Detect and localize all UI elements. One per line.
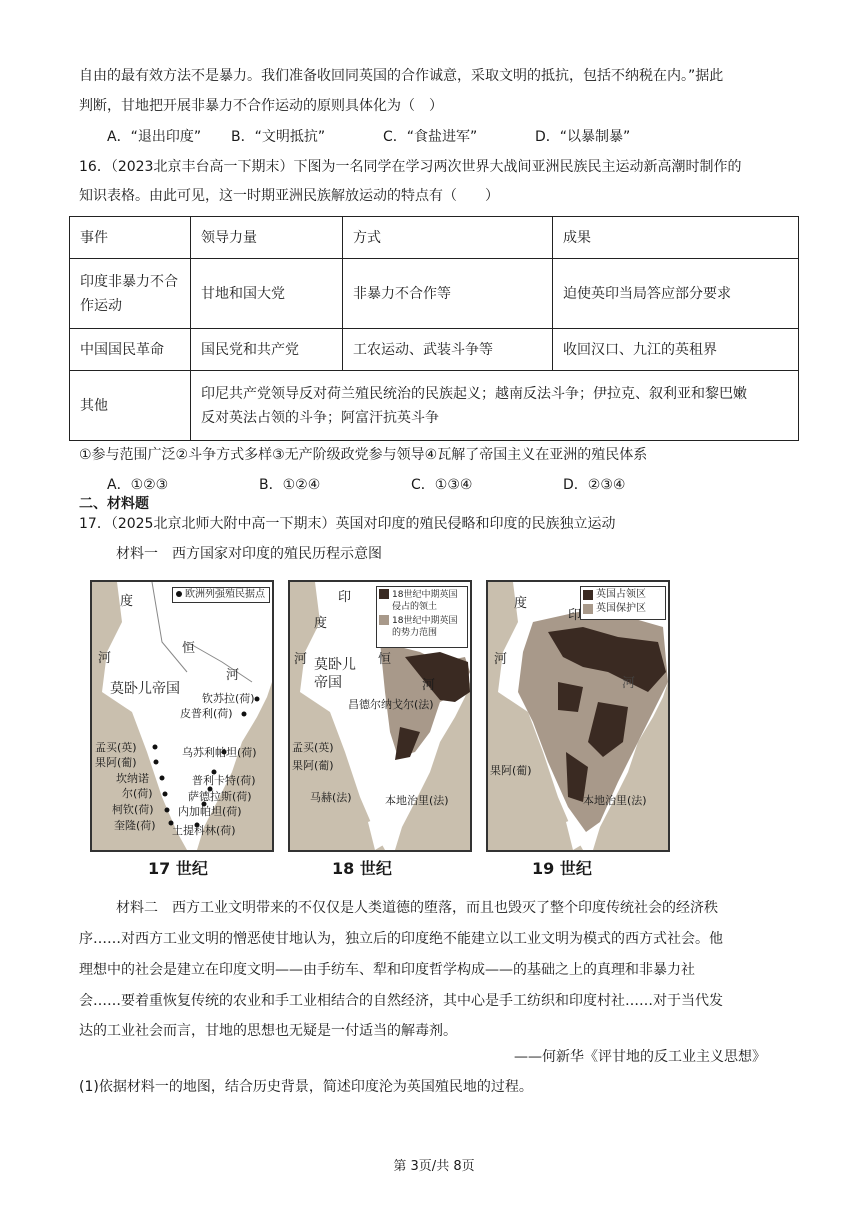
- material1-title: 材料一 西方国家对印度的殖民历程示意图: [116, 546, 382, 562]
- map-caption: 17 世纪: [148, 859, 208, 878]
- knowledge-table: [69, 216, 799, 441]
- map-label: 果阿(葡): [490, 764, 532, 777]
- other-text-2: 反对英法占领的斗争；阿富汗抗英斗争: [201, 409, 439, 426]
- table-row-other: [70, 371, 799, 441]
- table-cell: 甘地和国大党: [191, 259, 343, 329]
- map-label: 柯钦(荷): [112, 803, 154, 816]
- map-label: 皮普利(荷): [180, 707, 233, 720]
- table-row: [70, 329, 799, 371]
- map-label: 印: [568, 608, 582, 623]
- material2-line-2: 序……对西方工业文明的憎恶使甘地认为，独立后的印度绝不能建立以工业文明为模式的西方式社会。他: [79, 931, 723, 947]
- map-label: 内加帕坦(荷): [178, 805, 242, 818]
- table-cell: 中国国民革命: [70, 329, 191, 371]
- map-19th-century: [486, 580, 670, 852]
- map-label: 普利卡特(荷): [192, 774, 256, 787]
- map-label: 河: [226, 668, 240, 683]
- map-label: 昌德尔纳戈尔(法): [348, 698, 434, 711]
- intro-line-2: 判断，甘地把开展非暴力不合作运动的原则具体化为（ ）: [79, 98, 443, 114]
- table-cell: 非暴力不合作等: [343, 259, 553, 329]
- q16-option-c: C．①③④: [411, 477, 473, 493]
- colonial-maps: [90, 580, 670, 880]
- map-label: 土提科林(荷): [172, 824, 236, 837]
- map-label: 河: [622, 676, 636, 691]
- map-label: 莫卧儿帝国: [110, 681, 180, 697]
- q16-option-a: A．①②③: [107, 477, 169, 493]
- map-label: 恒: [378, 652, 392, 667]
- map-label: 坎纳诺: [116, 772, 149, 785]
- map-label: 孟买(英): [292, 741, 334, 754]
- question-1: (1)依据材料一的地图，结合历史背景，简述印度沦为英国殖民地的过程。: [79, 1079, 533, 1095]
- q17-title: 17．（2025北京北师大附中高一下期末）英国对印度的殖民侵略和印度的民族独立运动: [79, 516, 616, 532]
- occupied-swatch-icon: [583, 590, 593, 600]
- table-header: 方式: [343, 217, 553, 259]
- material2-source: ——何新华《评甘地的反工业主义思想》: [514, 1049, 766, 1065]
- q16-statements: ①参与范围广泛②斗争方式多样③无产阶级政党参与领导④瓦解了帝国主义在亚洲的殖民体系: [79, 447, 648, 463]
- table-cell: 印度非暴力不合作运动: [70, 259, 191, 329]
- material2-line-4: 会……要着重恢复传统的农业和手工业相结合的自然经济，其中心是手工纺织和印度村社……对于当代发: [79, 993, 723, 1009]
- map-legend: [172, 587, 270, 603]
- map-label: 恒: [182, 641, 196, 656]
- map-label: 河: [494, 652, 508, 667]
- map-label: 莫卧儿: [314, 657, 356, 673]
- protected-swatch-icon: [583, 604, 593, 614]
- map-caption: 19 世纪: [532, 859, 592, 878]
- q15-options: [107, 127, 630, 147]
- page-footer: 第 3页/共 8页: [393, 1159, 475, 1174]
- map-label: 尔(荷): [122, 787, 153, 800]
- map-label: 河: [98, 651, 112, 666]
- material2-line-1: 材料二 西方工业文明带来的不仅仅是人类道德的堕落，而且也毁灭了整个印度传统社会的经济秩: [116, 900, 718, 916]
- q15-option-c: C．“食盐进军”: [383, 129, 478, 145]
- table-cell: 工农运动、武装斗争等: [343, 329, 553, 371]
- map-label: 本地治里(法): [385, 794, 449, 807]
- map-legend: [580, 586, 666, 620]
- map-legend: [376, 586, 468, 648]
- map-label: 果阿(葡): [95, 756, 137, 769]
- legend-row: [379, 589, 465, 613]
- map-17th-century: [90, 580, 274, 852]
- intro-line-1: 自由的最有效方法不是暴力。我们准备收回同英国的合作诚意，采取文明的抵抗，包括不纳税在内。”据此: [79, 68, 724, 84]
- map-caption: 18 世纪: [332, 859, 392, 878]
- map-label: 河: [294, 652, 308, 667]
- map-label: 孟买(英): [95, 741, 137, 754]
- map-label: 马赫(法): [310, 791, 352, 804]
- map-label: 度: [314, 616, 328, 631]
- map-label: 度: [514, 596, 528, 611]
- q16-line-1: 16．（2023北京丰台高一下期末）下图为一名同学在学习两次世界大战间亚洲民族民主运动新高潮时制作的: [79, 159, 742, 175]
- q16-line-2: 知识表格。由此可见，这一时期亚洲民族解放运动的特点有（ ）: [79, 188, 499, 204]
- q15-option-a: A．“退出印度”: [107, 129, 202, 145]
- occupied-swatch-icon: [379, 589, 389, 599]
- table-cell: 迫使英印当局答应部分要求: [553, 259, 799, 329]
- table-row: [70, 259, 799, 329]
- table-cell: 国民党和共产党: [191, 329, 343, 371]
- material2-line-5: 达的工业社会而言，甘地的思想也无疑是一付适当的解毒剂。: [79, 1023, 457, 1039]
- table-header-row: [70, 217, 799, 259]
- material2-line-3: 理想中的社会是建立在印度文明——由手纺车、犁和印度哲学构成——的基础之上的真理和非暴力社: [79, 962, 695, 978]
- map-label: 钦苏拉(荷): [202, 692, 255, 705]
- legend-label: 欧洲列强殖民据点: [185, 589, 265, 600]
- other-text-1: 印尼共产党领导反对荷兰殖民统治的民族起义；越南反法斗争；伊拉克、叙利亚和黎巴嫩: [201, 385, 747, 402]
- table-cell-other: [191, 371, 799, 441]
- table-header: 领导力量: [191, 217, 343, 259]
- legend-row: [583, 589, 663, 601]
- q15-option-d: D．“以暴制暴”: [535, 129, 631, 145]
- legend-label: 18世纪中期英国侵占的领土: [392, 590, 458, 612]
- legend-row: [583, 603, 663, 615]
- map-label: 乌苏利帕坦(荷): [182, 746, 257, 759]
- map-label: 果阿(葡): [292, 759, 334, 772]
- map-label: 河: [422, 678, 436, 693]
- section-heading: 二、材料题: [79, 496, 149, 512]
- legend-label: 18世纪中期英国的势力范围: [392, 616, 458, 638]
- map-label: 帝国: [314, 675, 342, 691]
- q16-option-d: D．②③④: [563, 477, 626, 493]
- legend-label: 英国保护区: [596, 603, 646, 614]
- map-18th-century: [288, 580, 472, 852]
- legend-row: [379, 615, 465, 639]
- legend-dot-icon: [176, 591, 182, 597]
- table-cell: 其他: [70, 371, 191, 441]
- table-cell: 收回汉口、九江的英租界: [553, 329, 799, 371]
- q16-option-b: B．①②④: [259, 477, 321, 493]
- map-label: 萨德拉斯(荷): [188, 790, 252, 803]
- table-header: 成果: [553, 217, 799, 259]
- influence-swatch-icon: [379, 615, 389, 625]
- q16-options: [107, 475, 625, 495]
- legend-label: 英国占领区: [596, 589, 646, 600]
- map-label: 本地治里(法): [583, 794, 647, 807]
- map-label: 奎隆(荷): [114, 819, 156, 832]
- q15-option-b: B．“文明抵抗”: [231, 129, 326, 145]
- table-header: 事件: [70, 217, 191, 259]
- map-label: 度: [120, 594, 134, 609]
- map-label: 印: [338, 590, 352, 605]
